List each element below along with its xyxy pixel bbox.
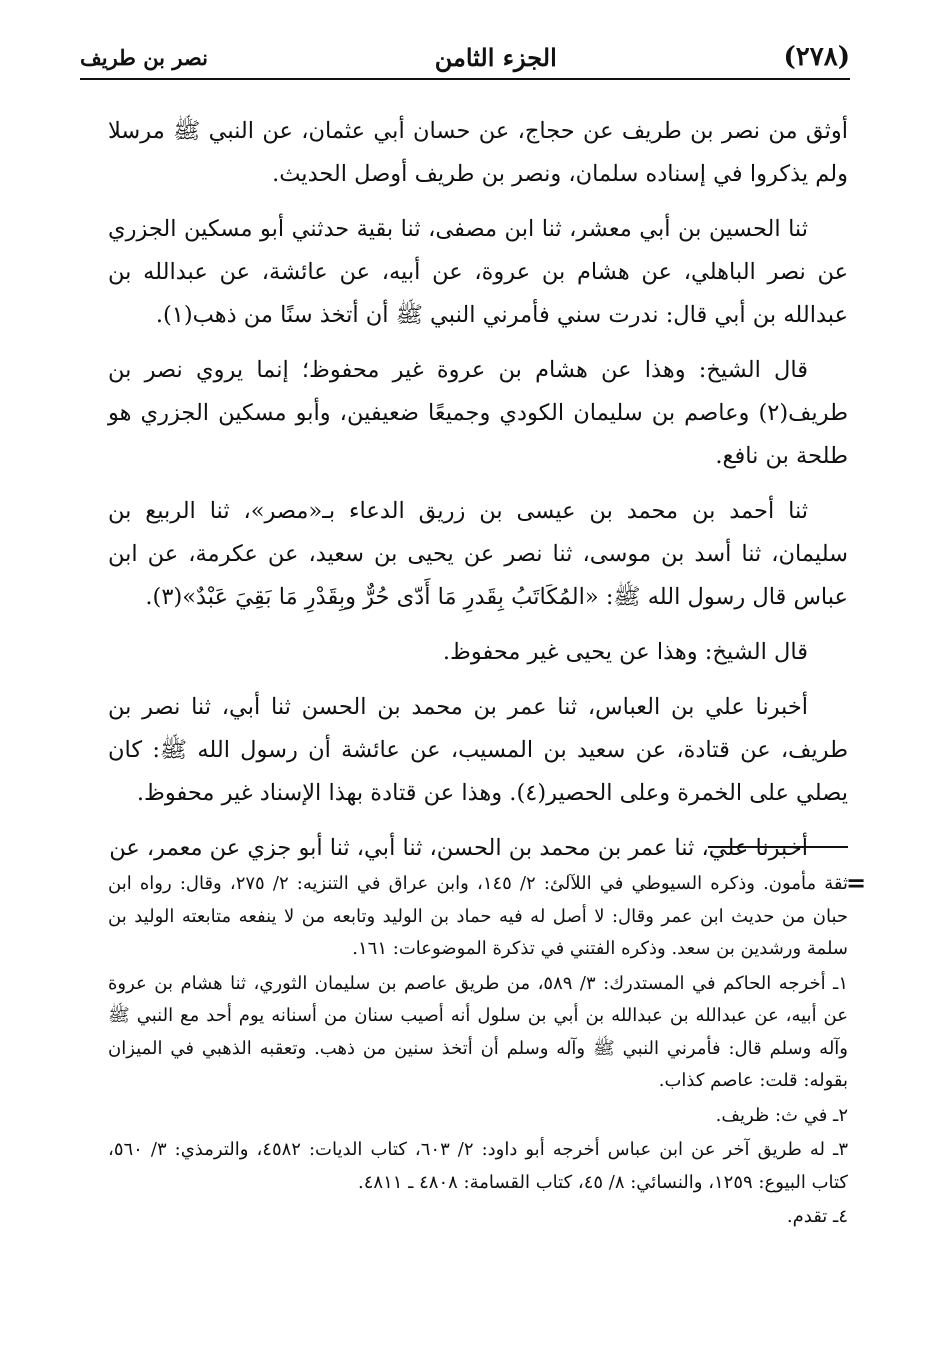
volume-title: الجزء الثامن — [434, 42, 557, 72]
footnote-divider — [708, 846, 848, 848]
footnote-4: ٤ـ تقدم. — [786, 1206, 848, 1227]
paragraph-1: أوثق من نصر بن طريف عن حجاج، عن حسان أبي عثمان، عن النبي ﷺ مرسلا ولم يذكروا في إسناده سلمان، ونصر بن طريف أوصل الحديث. — [108, 118, 848, 187]
main-text — [108, 110, 848, 882]
paragraph-2: ثنا الحسين بن أبي معشر، ثنا ابن مصفى، ثنا بقية حدثني أبو مسكين الجزري عن نصر الباهلي، عن هشام بن عروة، عن أبيه، عن عائشة، عن عبدالله بن عبدالله بن أبي قال: ندرت سني فأمرني النبي ﷺ أن أتخذ سنًا من ذهب(١). — [108, 216, 848, 328]
footnote-continued: ثقة مأمون. وذكره السيوطي في اللآلئ: ٢/ ١٤٥، وابن عراق في التنزيه: ٢/ ٢٧٥، وقال: رواه ابن حبان من حديث ابن عمر وقال: لا أصل له فيه حماد بن الوليد وتابعه من لا ينفعه متابعته الوليد بن سلمة ورشدين بن سعد. وذكره الفتني في تذكرة الموضوعات: ١٦١. — [108, 873, 848, 959]
page-number: (٢٧٨) — [783, 42, 850, 72]
header-divider — [80, 78, 850, 80]
paragraph-3: قال الشيخ: وهذا عن هشام بن عروة غير محفوظ؛ إنما يروي نصر بن طريف(٢) وعاصم بن سليمان الكودي وجميعًا ضعيفين، وأبو مسكين الجزري هو طلحة بن نافع. — [108, 357, 848, 469]
paragraph-4: ثنا أحمد بن محمد بن عيسى بن زريق الدعاء بـ«مصر»، ثنا الربيع بن سليمان، ثنا أسد بن موسى، ثنا نصر عن يحيى بن سعيد، عن عكرمة، عن ابن عباس قال رسول الله ﷺ: «المُكَاتَبُ بِقَدرِ مَا أَدّى حُرٌّ وبِقَدْرِ مَا بَقِيَ عَبْدٌ»(٣). — [108, 498, 848, 610]
footnotes — [108, 868, 848, 1236]
paragraph-5: قال الشيخ: وهذا عن يحيى غير محفوظ. — [442, 639, 808, 665]
footnote-continuation-mark: = — [846, 868, 867, 897]
footnote-1: ١ـ أخرجه الحاكم في المستدرك: ٣/ ٥٨٩، من طريق عاصم بن سليمان الثوري، ثنا هشام بن عروة عن أبيه، عن عبدالله بن عبدالله بن أبي بن سلول أنه أصيب سنان من أسنانه يوم أحد مع النبي ﷺ وآله وسلم قال: فأمرني النبي ﷺ وآله وسلم أن أتخذ سنين من ذهب. وتعقبه الذهبي في الميزان بقوله: قلت: عاصم كذاب. — [108, 972, 848, 1091]
paragraph-7: أخبرنا علي، ثنا عمر بن محمد بن الحسن، ثنا أبي، ثنا أبو جزي عن معمر، عن — [109, 835, 808, 861]
running-title: نصر بن طريف — [80, 44, 208, 70]
paragraph-6: أخبرنا علي بن العباس، ثنا عمر بن محمد بن الحسن ثنا أبي، ثنا نصر بن طريف، عن قتادة، عن سعيد بن المسيب، عن عائشة أن رسول الله ﷺ: كان يصلي على الخمرة وعلى الحصير(٤). وهذا عن قتادة بهذا الإسناد غير محفوظ. — [108, 694, 848, 806]
footnote-2: ٢ـ في ث: ظريف. — [715, 1104, 848, 1126]
page-header — [80, 38, 850, 76]
footnote-3: ٣ـ له طريق آخر عن ابن عباس أخرجه أبو داود: ٢/ ٦٠٣، كتاب الديات: ٤٥٨٢، والترمذي: ٣/ ٥٦٠، كتاب البيوع: ١٢٥٩، والنسائي: ٨/ ٤٥، كتاب القسامة: ٤٨٠٨ ـ ٤٨١١. — [108, 1139, 849, 1193]
